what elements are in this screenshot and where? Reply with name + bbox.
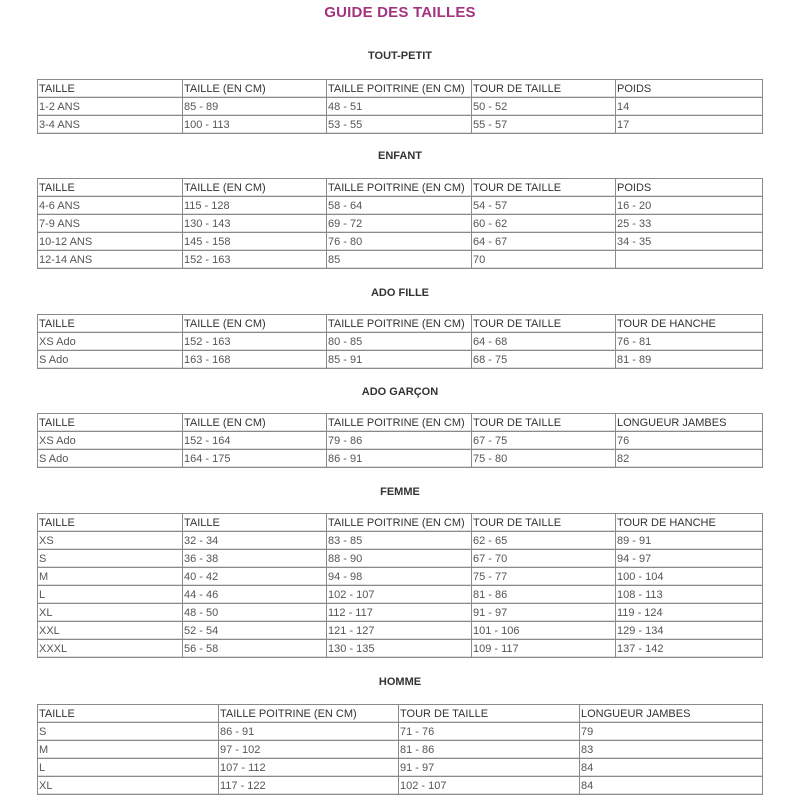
size-table [37,79,763,134]
table-cell: 34 - 35 [616,233,763,251]
table-header-row [38,705,763,723]
table-header-row [38,514,763,532]
column-header: TAILLE (EN CM) [183,414,327,432]
table-cell: 100 - 104 [616,568,763,586]
table-row [38,604,763,622]
table-cell: 55 - 57 [472,116,616,134]
table-cell: 83 - 85 [327,532,472,550]
table-row [38,197,763,215]
table-cell: 32 - 34 [183,532,327,550]
table-cell: 145 - 158 [183,233,327,251]
table-row [38,251,763,269]
table-cell: 16 - 20 [616,197,763,215]
page-title: GUIDE DES TAILLES [324,4,476,21]
table-cell: 117 - 122 [219,777,399,795]
table-cell: 12-14 ANS [38,251,183,269]
size-table [37,178,763,269]
table-cell: M [38,568,183,586]
table-cell: XXL [38,622,183,640]
table-cell: 85 - 89 [183,98,327,116]
table-cell: 102 - 107 [399,777,580,795]
column-header: LONGUEUR JAMBES [580,705,763,723]
table-row [38,550,763,568]
table-cell: 94 - 97 [616,550,763,568]
table-cell: 56 - 58 [183,640,327,658]
table-cell: S [38,550,183,568]
section-title: ADO FILLE [370,287,430,299]
column-header: TOUR DE TAILLE [472,414,616,432]
table-cell: 53 - 55 [327,116,472,134]
column-header: TAILLE [38,80,183,98]
table-row [38,777,763,795]
table-cell: 4-6 ANS [38,197,183,215]
column-header: TAILLE POITRINE (EN CM) [327,315,472,333]
table-cell: 152 - 163 [183,251,327,269]
table-cell: 79 - 86 [327,432,472,450]
table-cell: 81 - 86 [472,586,616,604]
table-cell: 69 - 72 [327,215,472,233]
table-cell: 91 - 97 [399,759,580,777]
table-cell: 68 - 75 [472,351,616,369]
table-cell: 100 - 113 [183,116,327,134]
table-cell: 97 - 102 [219,741,399,759]
table-cell: 107 - 112 [219,759,399,777]
table-cell: 119 - 124 [616,604,763,622]
table-cell: 70 [472,251,616,269]
table-cell: 67 - 70 [472,550,616,568]
column-header: TAILLE (EN CM) [183,179,327,197]
table-cell: L [38,586,183,604]
column-header: POIDS [616,179,763,197]
size-table [37,704,763,795]
column-header: TAILLE POITRINE (EN CM) [327,80,472,98]
table-cell: 152 - 163 [183,333,327,351]
column-header: TOUR DE HANCHE [616,315,763,333]
table-row [38,640,763,658]
section-title: TOUT-PETIT [368,50,432,62]
table-cell: 80 - 85 [327,333,472,351]
table-cell: 75 - 80 [472,450,616,468]
table-cell: S [38,723,219,741]
table-cell: 44 - 46 [183,586,327,604]
table-cell: 164 - 175 [183,450,327,468]
table-cell: 67 - 75 [472,432,616,450]
table-cell: 64 - 67 [472,233,616,251]
table-cell: 109 - 117 [472,640,616,658]
table-cell: 1-2 ANS [38,98,183,116]
table-row [38,351,763,369]
table-header-row [38,414,763,432]
size-table [37,314,763,369]
table-cell: 58 - 64 [327,197,472,215]
table-cell: 86 - 91 [327,450,472,468]
column-header: POIDS [616,80,763,98]
table-cell: 121 - 127 [327,622,472,640]
table-row [38,333,763,351]
table-cell: XL [38,604,183,622]
table-cell: 48 - 50 [183,604,327,622]
table-cell: 82 [616,450,763,468]
table-cell: 36 - 38 [183,550,327,568]
table-cell: XS [38,532,183,550]
table-cell: XS Ado [38,432,183,450]
column-header: LONGUEUR JAMBES [616,414,763,432]
section-title: HOMME [378,676,422,688]
table-cell: 129 - 134 [616,622,763,640]
table-row [38,532,763,550]
table-cell: 163 - 168 [183,351,327,369]
table-row [38,568,763,586]
table-cell: 76 - 80 [327,233,472,251]
table-cell: 84 [580,777,763,795]
table-cell: 102 - 107 [327,586,472,604]
table-row [38,586,763,604]
table-cell: XS Ado [38,333,183,351]
column-header: TOUR DE HANCHE [616,514,763,532]
table-row [38,450,763,468]
column-header: TAILLE POITRINE (EN CM) [219,705,399,723]
table-header-row [38,80,763,98]
table-row [38,432,763,450]
table-cell: 130 - 143 [183,215,327,233]
section-title: ADO GARÇON [361,386,439,398]
table-cell: 108 - 113 [616,586,763,604]
table-cell: 89 - 91 [616,532,763,550]
column-header: TAILLE (EN CM) [183,315,327,333]
table-cell: 83 [580,741,763,759]
column-header: TOUR DE TAILLE [472,514,616,532]
column-header: TOUR DE TAILLE [399,705,580,723]
column-header: TAILLE (EN CM) [183,80,327,98]
table-cell: M [38,741,219,759]
table-cell: 76 [616,432,763,450]
table-cell: 76 - 81 [616,333,763,351]
size-table [37,413,763,468]
table-cell: 60 - 62 [472,215,616,233]
table-cell: L [38,759,219,777]
table-cell: 86 - 91 [219,723,399,741]
table-cell: 88 - 90 [327,550,472,568]
table-cell: 112 - 117 [327,604,472,622]
table-row [38,98,763,116]
table-cell: 64 - 68 [472,333,616,351]
table-cell: 48 - 51 [327,98,472,116]
table-cell: XXXL [38,640,183,658]
table-cell: 3-4 ANS [38,116,183,134]
table-row [38,233,763,251]
table-cell: 7-9 ANS [38,215,183,233]
table-row [38,741,763,759]
table-cell: S Ado [38,351,183,369]
column-header: TAILLE [38,514,183,532]
table-cell: 71 - 76 [399,723,580,741]
column-header: TAILLE [38,315,183,333]
column-header: TAILLE POITRINE (EN CM) [327,179,472,197]
table-cell: 84 [580,759,763,777]
table-row [38,723,763,741]
table-cell: S Ado [38,450,183,468]
table-cell: 62 - 65 [472,532,616,550]
table-cell: 75 - 77 [472,568,616,586]
table-cell: 10-12 ANS [38,233,183,251]
table-cell: 52 - 54 [183,622,327,640]
table-cell: 40 - 42 [183,568,327,586]
column-header: TAILLE [38,179,183,197]
table-cell [616,251,763,269]
column-header: TOUR DE TAILLE [472,315,616,333]
column-header: TAILLE [38,414,183,432]
table-row [38,622,763,640]
column-header: TAILLE POITRINE (EN CM) [327,514,472,532]
table-cell: 152 - 164 [183,432,327,450]
table-cell: 101 - 106 [472,622,616,640]
column-header: TAILLE [183,514,327,532]
table-cell: 130 - 135 [327,640,472,658]
table-cell: 81 - 89 [616,351,763,369]
table-cell: 25 - 33 [616,215,763,233]
table-cell: 137 - 142 [616,640,763,658]
table-cell: 115 - 128 [183,197,327,215]
table-cell: 81 - 86 [399,741,580,759]
table-header-row [38,179,763,197]
table-cell: XL [38,777,219,795]
table-cell: 14 [616,98,763,116]
size-table [37,513,763,658]
column-header: TAILLE POITRINE (EN CM) [327,414,472,432]
table-cell: 85 [327,251,472,269]
table-cell: 17 [616,116,763,134]
table-row [38,116,763,134]
table-header-row [38,315,763,333]
column-header: TOUR DE TAILLE [472,179,616,197]
table-cell: 91 - 97 [472,604,616,622]
section-title: FEMME [380,486,420,498]
table-cell: 85 - 91 [327,351,472,369]
table-cell: 94 - 98 [327,568,472,586]
table-row [38,759,763,777]
table-cell: 54 - 57 [472,197,616,215]
table-row [38,215,763,233]
table-cell: 50 - 52 [472,98,616,116]
column-header: TAILLE [38,705,219,723]
section-title: ENFANT [378,150,422,162]
column-header: TOUR DE TAILLE [472,80,616,98]
table-cell: 79 [580,723,763,741]
